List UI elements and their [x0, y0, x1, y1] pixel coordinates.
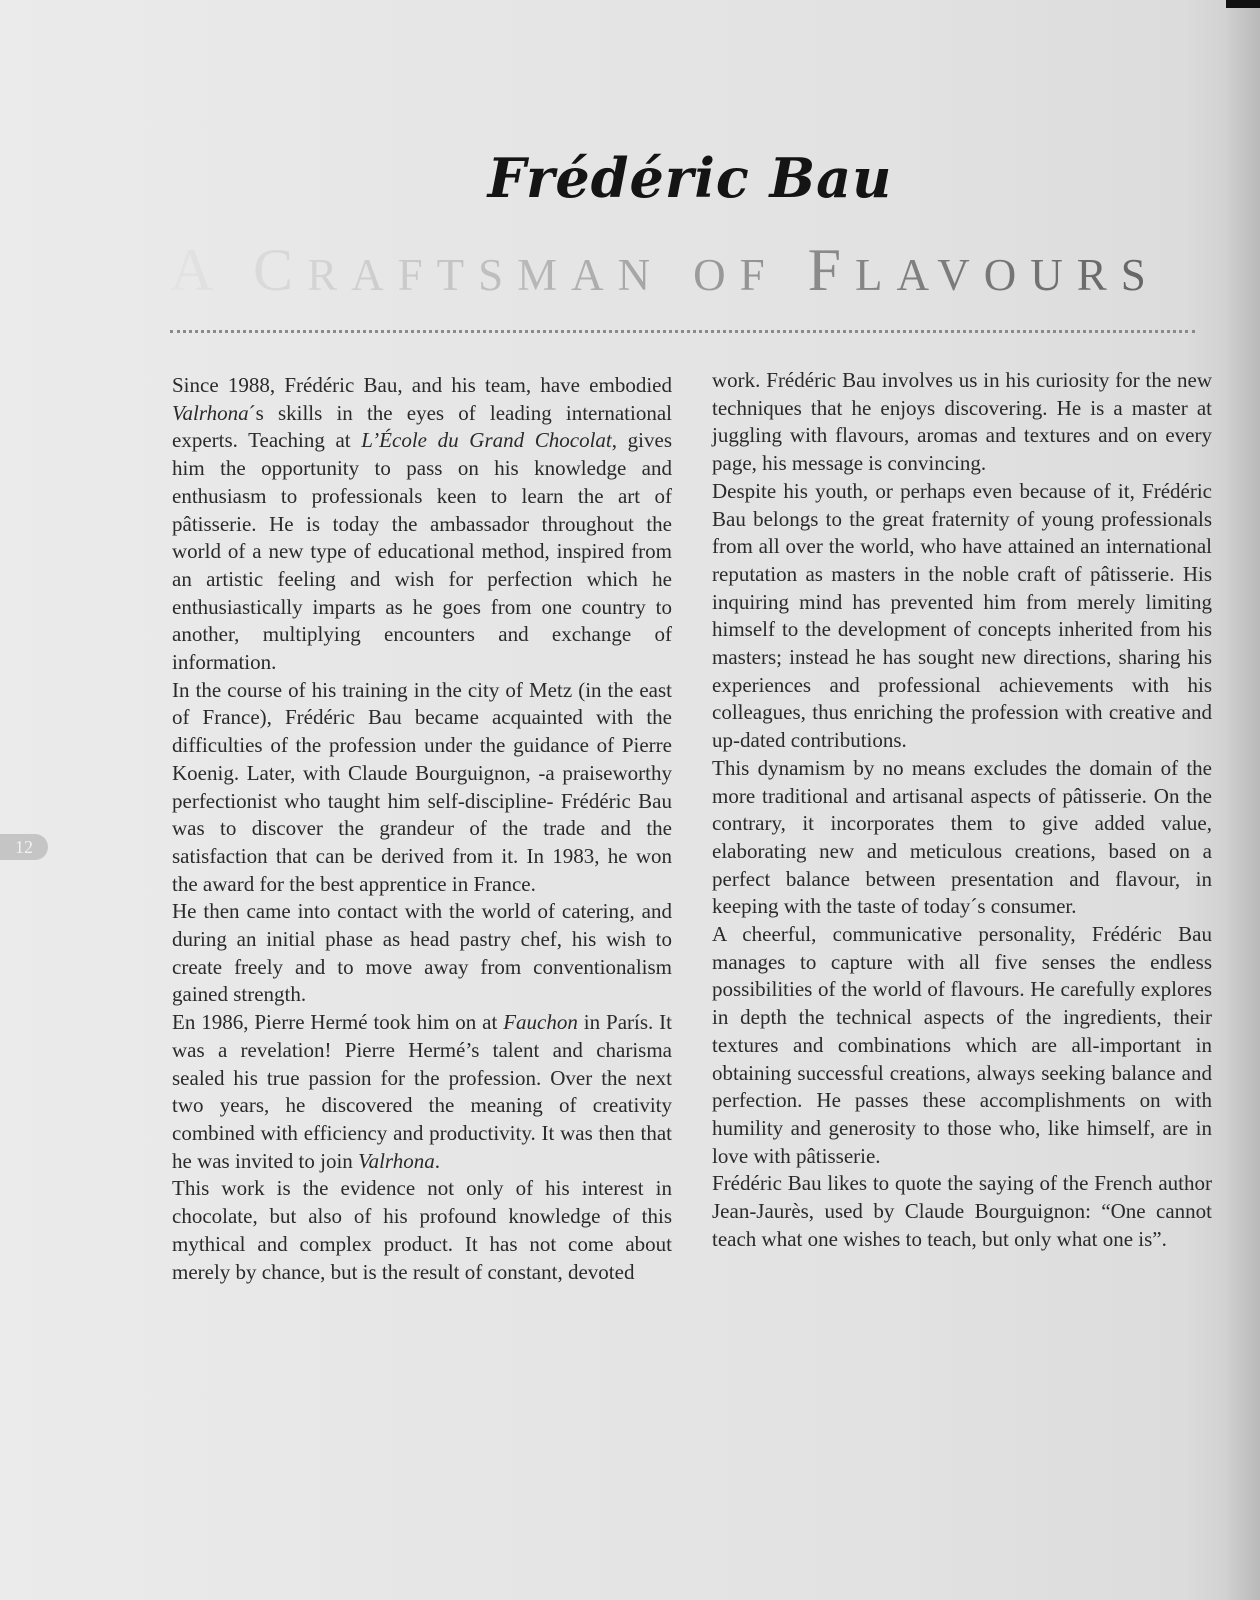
brand-name: Valrhona [358, 1148, 435, 1173]
text-run: . [434, 1148, 440, 1173]
page-number: 12 [0, 834, 48, 860]
paragraph [172, 372, 672, 677]
page-subtitle [170, 236, 1195, 305]
subtitle-initial-f: F [807, 237, 856, 303]
paragraph: This dynamism by no means excludes the domain of the more traditional and artisanal aspects of pâtisserie. On the contrary, it incorporates them to give added value, elaborating new and meticulous creations, based on a perfect balance between presentation and flavour, in keeping with the taste of today´s consumer. [712, 755, 1212, 919]
page-corner [1226, 0, 1260, 8]
paragraph: Frédéric Bau likes to quote the saying of the French author Jean-Jaurès, used by Claude Bourguignon: “One cannot teach what one wishes to teach, but only what one is”. [712, 1171, 1212, 1251]
subtitle-initial-c: C [253, 237, 308, 303]
text-run: En 1986, Pierre Hermé took him on at [172, 1010, 504, 1035]
paragraph: He then came into contact with the world of catering, and during an initial phase as head pastry chef, his wish to create freely and to move away from conventionalism gained strength. [172, 899, 672, 1007]
right-text-column [712, 367, 1212, 1254]
text-run: , gives him the opportunity to pass on his knowledge and enthusiasm to professionals keen to learn the art of pâtisserie. He is today the ambassador throughout the world of a new type of educational method, inspired from an artistic feeling and wish for perfection which he enthusiastically imparts as he goes from one country to another, multiplying encounters and exchange of information. [172, 428, 673, 675]
dotted-divider [170, 330, 1195, 333]
paragraph: Despite his youth, or perhaps even because of it, Frédéric Bau belongs to the great fraternity of young professionals from all over the world, who have attained an international reputation as masters in the noble craft of pâtisserie. His inquiring mind has prevented him from merely limiting himself to the development of concepts inherited from his masters; instead he has sought new directions, sharing his experiences and professional achievements with his colleagues, thus enriching the profession with creative and up-dated contributions. [712, 478, 1212, 753]
text-run: Since 1988, Frédéric Bau, and his team, have embodied [172, 373, 672, 397]
text-run: ´s skills in the eyes of leading international experts. Teaching at [172, 400, 672, 453]
paragraph: This work is the evidence not only of his interest in chocolate, but also of his profound knowledge of this mythical and complex product. It has not come about merely by chance, but is the result of constant, devoted [172, 1176, 672, 1284]
subtitle-word-craftsman: RAFTSMAN [307, 250, 665, 300]
paragraph [172, 1009, 672, 1175]
school-name: L’École du Grand Chocolat [361, 428, 612, 453]
brand-name: Fauchon [503, 1010, 578, 1035]
subtitle-word-a: A [170, 237, 225, 303]
paragraph: A cheerful, communicative personality, Frédéric Bau manages to capture with all five senses the endless possibilities of the world of flavours. He carefully explores in depth the technical aspects of the ingredients, their textures and combinations which are all-important in obtaining successful creations, always seeking balance and perfection. He passes these accomplishments on with humility and generosity to those who, like himself, are in love with pâtisserie. [712, 922, 1212, 1168]
subtitle-word-flavours: LAVOURS [855, 250, 1160, 300]
brand-name: Valrhona [172, 400, 249, 425]
paragraph: work. Frédéric Bau involves us in his curiosity for the new techniques that he enjoys discovering. He is a master at juggling with flavours, aromas and textures and on every page, his message is convincing. [712, 368, 1212, 476]
subtitle-word-of: OF [693, 250, 779, 300]
page-edge-shadow [1228, 0, 1260, 1600]
left-text-column [172, 372, 672, 1286]
text-run: in París. It was a revelation! Pierre Hermé’s talent and charisma sealed his true passion for the profession. Over the next two years, he discovered the meaning of creativity combined with efficiency and productivity. It was then that he was invited to join [172, 1010, 672, 1173]
page-title: Frédéric Bau [487, 146, 893, 210]
paragraph: In the course of his training in the city of Metz (in the east of France), Frédéric Bau became acquainted with the difficulties of the profession under the guidance of Pierre Koenig. Later, with Claude Bourguignon, -a praiseworthy perfectionist who taught him self-discipline- Frédéric Bau was to discover the grandeur of the trade and the satisfaction that can be derived from it. In 1983, he won the award for the best apprentice in France. [172, 677, 672, 896]
